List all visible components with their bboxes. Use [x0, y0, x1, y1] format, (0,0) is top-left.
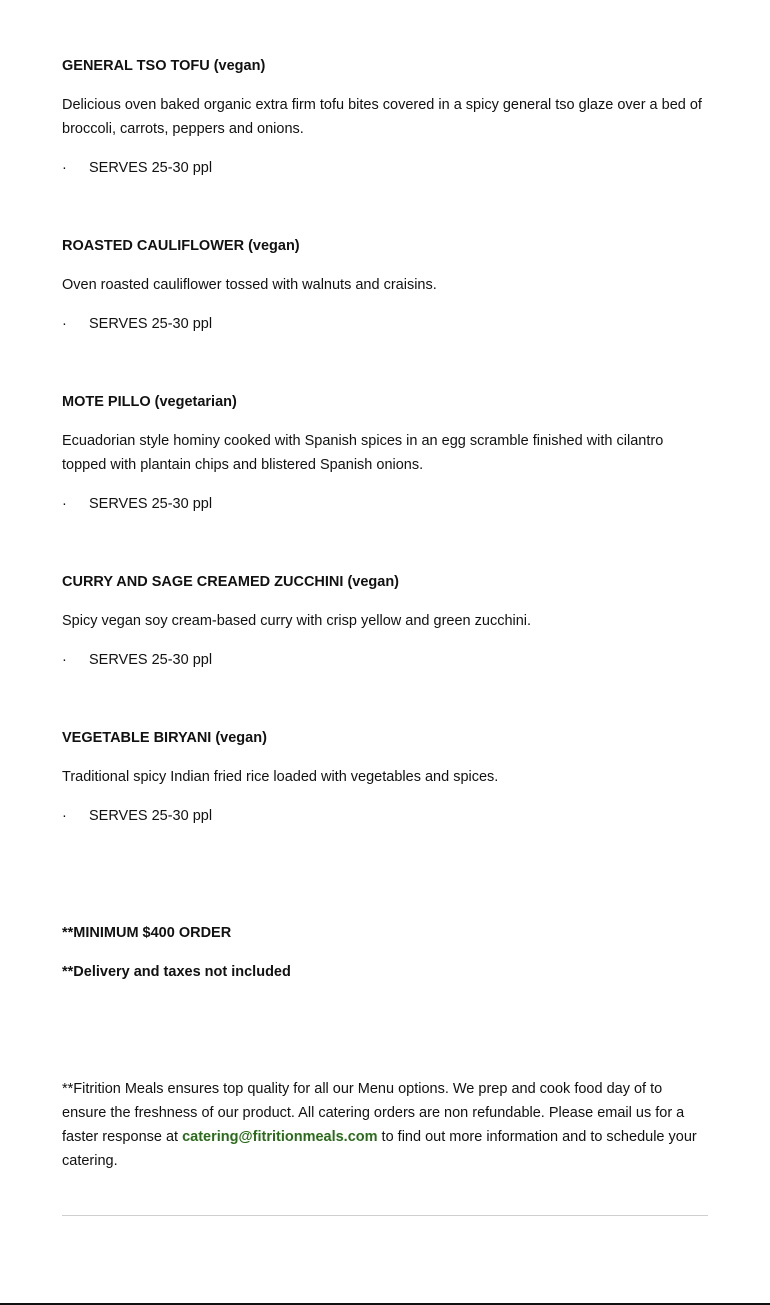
serves-text: SERVES 25-30 ppl — [89, 496, 213, 512]
bullet-icon: · — [62, 808, 67, 824]
menu-item-description: Delicious oven baked organic extra firm tofu bites covered in a spicy general tso glaze over a bed of broccoli, carrots, peppers and onions. — [62, 97, 702, 137]
menu-item-description: Ecuadorian style hominy cooked with Spanish spices in an egg scramble finished with cilantro topped with plantain chips and blistered Spanish onions. — [62, 433, 664, 473]
menu-item-title: MOTE PILLO (vegetarian) — [62, 394, 237, 410]
serves-text: SERVES 25-30 ppl — [89, 652, 213, 668]
menu-item-description: Traditional spicy Indian fried rice loaded with vegetables and spices. — [62, 769, 499, 785]
menu-item-title: CURRY AND SAGE CREAMED ZUCCHINI (vegan) — [62, 574, 400, 590]
menu-item-title: GENERAL TSO TOFU (vegan) — [62, 58, 266, 74]
menu-item-serves — [62, 156, 708, 180]
menu-item-description: Oven roasted cauliflower tossed with walnuts and craisins. — [62, 277, 437, 293]
bullet-icon: · — [62, 316, 67, 332]
menu-item-vegetable-biryani — [62, 726, 708, 828]
divider — [62, 1215, 708, 1216]
footer-text-after: to find out more information and to schedule your catering. — [62, 1129, 697, 1169]
menu-item-roasted-cauliflower — [62, 234, 708, 336]
minimum-order-note: **MINIMUM $400 ORDER — [62, 925, 232, 941]
serves-text: SERVES 25-30 ppl — [89, 316, 213, 332]
menu-item-serves — [62, 804, 708, 828]
menu-item-serves — [62, 648, 708, 672]
menu-item-serves — [62, 312, 708, 336]
footer-text-before: **Fitrition Meals ensures top quality for all our Menu options. We prep and cook food day of to ensure the freshness of our product. All catering orders are non refundable. Please email us for a faster response at — [62, 1081, 685, 1145]
bullet-icon: · — [62, 496, 67, 512]
bullet-icon: · — [62, 160, 67, 176]
footer-info — [62, 1077, 708, 1173]
menu-item-general-tso-tofu — [62, 54, 708, 180]
menu-item-title: ROASTED CAULIFLOWER (vegan) — [62, 238, 300, 254]
menu-item-mote-pillo — [62, 390, 708, 516]
delivery-note: **Delivery and taxes not included — [62, 964, 291, 980]
menu-item-curry-sage-zucchini — [62, 570, 708, 672]
bullet-icon: · — [62, 652, 67, 668]
menu-item-title: VEGETABLE BIRYANI (vegan) — [62, 730, 267, 746]
menu-item-description: Spicy vegan soy cream-based curry with crisp yellow and green zucchini. — [62, 613, 532, 629]
menu-item-serves — [62, 492, 708, 516]
email-link[interactable]: catering@fitritionmeals.com — [182, 1129, 378, 1145]
serves-text: SERVES 25-30 ppl — [89, 160, 213, 176]
serves-text: SERVES 25-30 ppl — [89, 808, 213, 824]
